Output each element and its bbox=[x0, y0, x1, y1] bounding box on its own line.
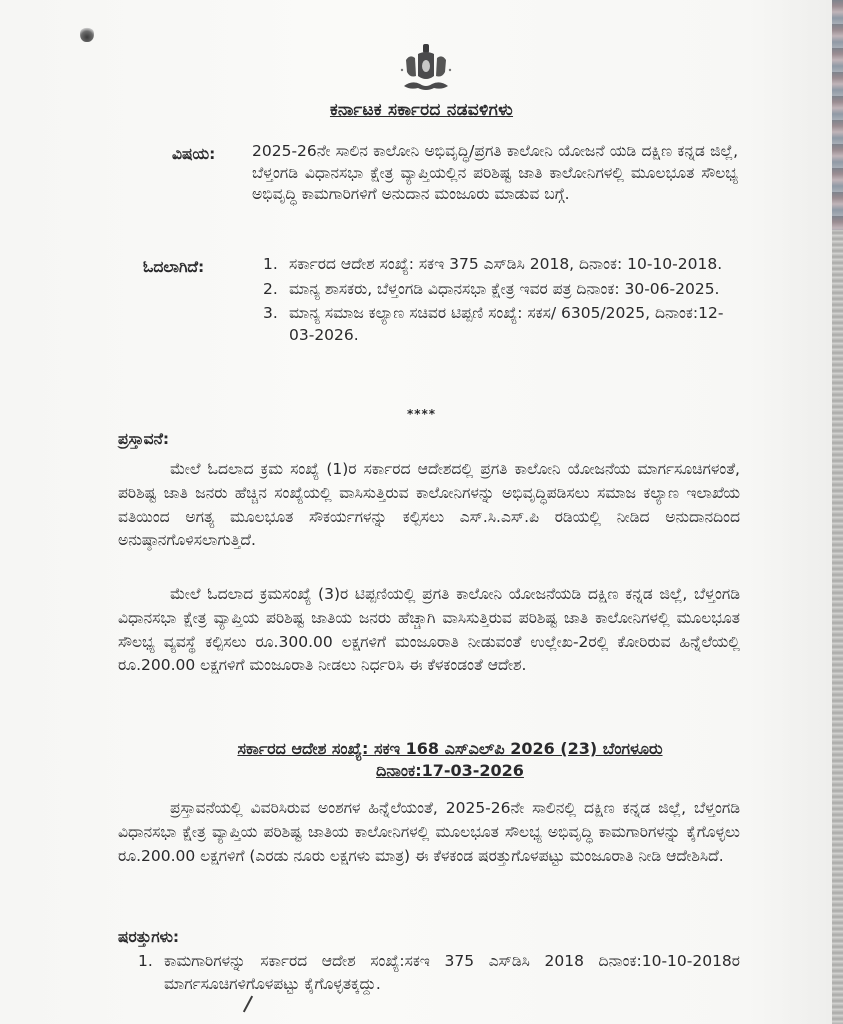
reference-item bbox=[263, 279, 743, 301]
emblem-shield-center bbox=[422, 60, 430, 72]
emblem-left-supporter bbox=[406, 56, 416, 76]
order-number-line: ಸರ್ಕಾರದ ಆದೇಶ ಸಂಖ್ಯೆ: ಸಕಇ 168 ಎಸ್‌ಎಲ್‌ಪಿ 2026 (23) ಬೆಂಗಳೂರು bbox=[237, 739, 663, 758]
punch-hole-mark bbox=[80, 26, 94, 42]
order-date-line: ದಿನಾಂಕ:17-03-2026 bbox=[376, 761, 524, 780]
reference-text: ಮಾನ್ಯ ಶಾಸಕರು, ಬೆಳ್ತಂಗಡಿ ವಿಧಾನಸಭಾ ಕ್ಷೇತ್ರ ಇವರ ಪತ್ರ ದಿನಾಂಕ: 30-06-2025. bbox=[289, 279, 720, 298]
conditions-list bbox=[138, 950, 740, 996]
karnataka-state-emblem-icon bbox=[398, 42, 454, 98]
preamble-paragraph-2: ಮೇಲೆ ಓದಲಾದ ಕ್ರಮಸಂಖ್ಯೆ (3)ರ ಟಿಪ್ಪಣಿಯಲ್ಲಿ ಪ್ರಗತಿ ಕಾಲೋನಿ ಯೋಜನೆಯಡಿ ದಕ್ಷಿಣ ಕನ್ನಡ ಜಿಲ್ಲೆ, ಬೆಳ್ತಂಗಡಿ ವಿಧಾನಸಭಾ ಕ್ಷೇತ್ರ ವ್ಯಾಪ್ತಿಯ ಪರಿಶಿಷ್ಟ ಜಾತಿಯ ಜನರು ಹೆಚ್ಚಾಗಿ ವಾಸಿಸುತ್ತಿರುವ ಪರಿಶಿಷ್ಟ ಜಾತಿ ಕಾಲೋನಿಗಳಲ್ಲಿ ಮೂಲಭೂತ ಸೌಲಭ್ಯ ವ್ಯವಸ್ಥೆ ಕಲ್ಪಿಸಲು ರೂ.300.00 ಲಕ್ಷಗಳಿಗೆ ಮಂಜೂರಾತಿ ನೀಡುವಂತೆ ಉಲ್ಲೇಖ-2ರಲ್ಲಿ ಕೋರಿರುವ ಹಿನ್ನೆಲೆಯಲ್ಲಿ ರೂ.200.00 ಲಕ್ಷಗಳಿಗೆ ಮಂಜೂರಾತಿ ನೀಡಲು ನಿರ್ಧರಿಸಿ ಈ ಕೆಳಕಂಡಂತೆ ಆದೇಶ. bbox=[118, 585, 740, 675]
conditions-heading: ಷರತ್ತುಗಳು: bbox=[118, 928, 180, 946]
condition-item bbox=[138, 950, 740, 996]
reference-text: ಮಾನ್ಯ ಸಮಾಜ ಕಲ್ಯಾಣ ಸಚಿವರ ಟಿಪ್ಪಣಿ ಸಂಖ್ಯೆ: ಸಕಸ/ 6305/2025, ದಿನಾಂಕ:12-03-2026. bbox=[289, 304, 724, 344]
emblem-right-supporter bbox=[436, 56, 446, 76]
reference-number: 3. bbox=[263, 304, 278, 322]
preamble-heading: ಪ್ರಸ್ತಾವನೆ: bbox=[118, 430, 170, 448]
reference-item bbox=[263, 303, 743, 346]
subject-label: ವಿಷಯ: bbox=[172, 145, 216, 163]
preamble-paragraph-1: ಮೇಲೆ ಓದಲಾದ ಕ್ರಮ ಸಂಖ್ಯೆ (1)ರ ಸರ್ಕಾರದ ಆದೇಶದಲ್ಲಿ ಪ್ರಗತಿ ಕಾಲೋನಿ ಯೋಜನೆಯ ಮಾರ್ಗಸೂಚಿಗಳಂತೆ, ಪರಿಶಿಷ್ಟ ಜಾತಿ ಜನರು ಹೆಚ್ಚಿನ ಸಂಖ್ಯೆಯಲ್ಲಿ ವಾಸಿಸುತ್ತಿರುವ ಕಾಲೋನಿಗಳನ್ನು ಅಭಿವೃದ್ಧಿಪಡಿಸಲು ಸಮಾಜ ಕಲ್ಯಾಣ ಇಲಾಖೆಯ ವತಿಯಿಂದ ಅಗತ್ಯ ಮೂಲಭೂತ ಸೌಕರ್ಯಗಳನ್ನು ಕಲ್ಪಿಸಲು ಎಸ್.ಸಿ.ಎಸ್.ಪಿ ರಡಿಯಲ್ಲಿ ನೀಡಿದ ಅನುದಾನದಿಂದ ಅನುಷ್ಠಾನಗೊಳಿಸಲಾಗುತ್ತಿದೆ. bbox=[118, 460, 740, 550]
order-body: ಪ್ರಸ್ತಾವನೆಯಲ್ಲಿ ವಿವರಿಸಿರುವ ಅಂಶಗಳ ಹಿನ್ನೆಲೆಯಂತೆ, 2025-26ನೇ ಸಾಲಿನಲ್ಲಿ ದಕ್ಷಿಣ ಕನ್ನಡ ಜಿಲ್ಲೆ, ಬೆಳ್ತಂಗಡಿ ವಿಧಾನಸಭಾ ಕ್ಷೇತ್ರ ವ್ಯಾಪ್ತಿಯ ಪರಿಶಿಷ್ಟ ಜಾತಿಯ ಕಾಲೋನಿಗಳಲ್ಲಿ ಮೂಲಭೂತ ಸೌಲಭ್ಯ ಅಭಿವೃದ್ಧಿ ಕಾಮಗಾರಿಗಳನ್ನು ಕೈಗೊಳ್ಳಲು ರೂ.200.00 ಲಕ್ಷಗಳಿಗೆ (ಎರಡು ನೂರು ಲಕ್ಷಗಳು ಮಾತ್ರ) ಈ ಕೆಳಕಂಡ ಷರತ್ತುಗೊಳಪಟ್ಟು ಮಂಜೂರಾತಿ ನೀಡಿ ಆದೇಶಿಸಿದೆ. bbox=[118, 799, 740, 865]
section-separator: **** bbox=[406, 407, 437, 421]
condition-text: ಕಾಮಗಾರಿಗಳನ್ನು ಸರ್ಕಾರದ ಆದೇಶ ಸಂಖ್ಯೆ:ಸಕಇ 375 ಎಸ್‌ಡಿಸಿ 2018 ದಿನಾಂಕ:10-10-2018ರ ಮಾರ್ಗಸೂಚಿಗಳಿಗೊಳಪಟ್ಟು ಕೈಗೊಳ್ಳತಕ್ಕದ್ದು. bbox=[164, 952, 740, 993]
reference-text: ಸರ್ಕಾರದ ಆದೇಶ ಸಂಖ್ಯೆ: ಸಕಇ 375 ಎಸ್‌ಡಿಸಿ 2018, ದಿನಾಂಕ: 10-10-2018. bbox=[289, 255, 723, 273]
subject-text: 2025-26ನೇ ಸಾಲಿನ ಕಾಲೋನಿ ಅಭಿವೃದ್ಧಿ/ಪ್ರಗತಿ ಕಾಲೋನಿ ಯೋಜನೆ ಯಡಿ ದಕ್ಷಿಣ ಕನ್ನಡ ಜಿಲ್ಲೆ, ಬೆಳ್ತಂಗಡಿ ವಿಧಾನಸಭಾ ಕ್ಷೇತ್ರ ವ್ಯಾಪ್ತಿಯಲ್ಲಿನ ಪರಿಶಿಷ್ಟ ಜಾತಿ ಕಾಲೋನಿಗಳಲ್ಲಿ ಮೂಲಭೂತ ಸೌಲಭ್ಯ ಅಭಿವೃದ್ಧಿ ಕಾಮಗಾರಿಗಳಿಗೆ ಅನುದಾನ ಮಂಜೂರು ಮಾಡುವ ಬಗ್ಗೆ. bbox=[252, 142, 738, 203]
paper-stack-edge-lower bbox=[832, 230, 843, 1024]
emblem-scroll bbox=[404, 82, 448, 90]
reference-number: 2. bbox=[263, 279, 278, 298]
condition-number: 1. bbox=[138, 952, 153, 970]
emblem-crown bbox=[423, 44, 429, 53]
reference-number: 1. bbox=[263, 255, 278, 273]
references-list bbox=[263, 254, 743, 349]
reference-item bbox=[263, 254, 743, 276]
document-title: ಕರ್ನಾಟಕ ಸರ್ಕಾರದ ನಡವಳಿಗಳು bbox=[329, 100, 514, 120]
references-label: ಓದಲಾಗಿದೆ: bbox=[143, 258, 205, 276]
